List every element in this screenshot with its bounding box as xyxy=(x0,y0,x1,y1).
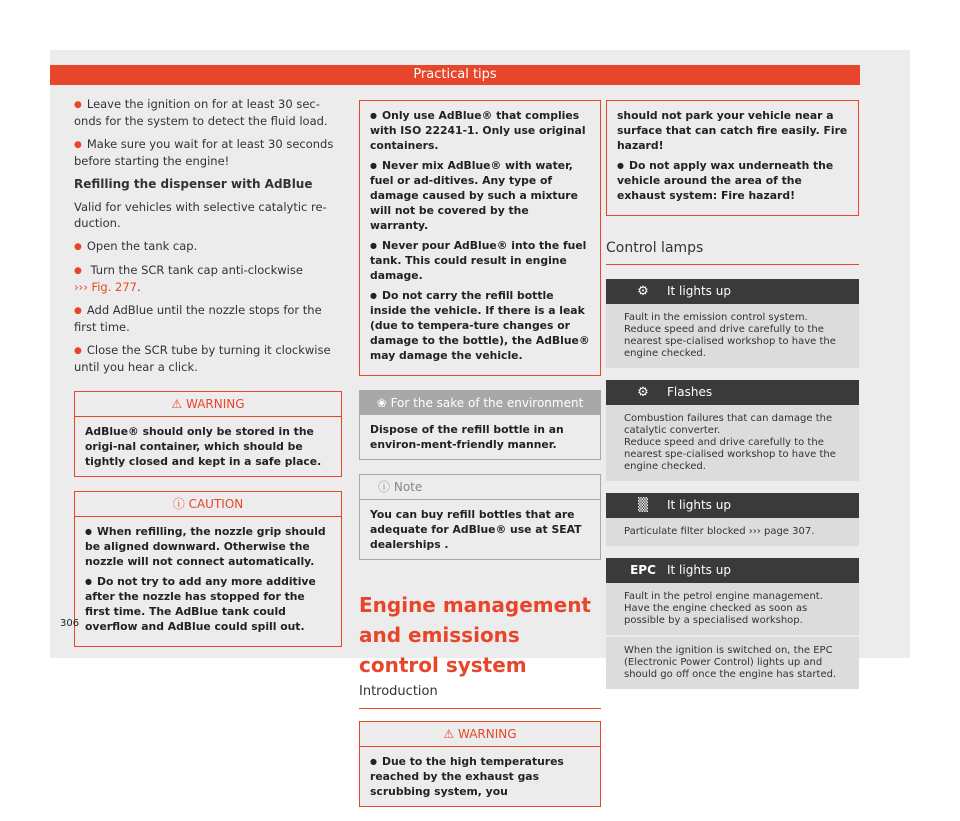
list-item: ● Add AdBlue until the nozzle stops for the first time. xyxy=(74,302,342,335)
environment-box xyxy=(359,390,601,460)
control-lamps-heading: Control lamps xyxy=(606,230,859,265)
list-item: ● Do not carry the refill bottle inside the vehicle. If there is a leak (due to tempera-ture changes or damage to the bottle), the AdBlue® may damage the vehicle. xyxy=(370,288,590,363)
warning-text: AdBlue® should only be stored in the origi-nal container, which should be tightly closed and kept in a safe place. xyxy=(85,425,322,468)
engine-icon: ⚙ xyxy=(637,385,649,400)
environment-title: For the sake of the environment xyxy=(390,396,584,410)
environment-header xyxy=(360,391,600,415)
warning-header xyxy=(360,722,600,747)
lamp-label: It lights up xyxy=(667,498,731,512)
list-item: ● Do not try to add any more additive after the nozzle has stopped for the first time. The AdBlue tank could overflow and AdBlue could spill out. xyxy=(85,574,331,634)
environment-icon: ❀ xyxy=(376,396,387,410)
list-item: ● Only use AdBlue® that complies with ISO 22241-1. Only use original containers. xyxy=(370,108,590,153)
list-item: ● Close the SCR tube by turning it clockwise until you hear a click. xyxy=(74,342,342,375)
caution-box xyxy=(74,491,342,647)
list-item: ● Leave the ignition on for at least 30 sec-onds for the system to detect the fluid load. xyxy=(74,96,342,129)
lamp-description: Particulate filter blocked ››› page 307. xyxy=(606,518,859,546)
warning-continued-box xyxy=(359,100,601,376)
warning-box xyxy=(359,721,601,807)
list-item: ● Make sure you wait for at least 30 seconds before starting the engine! xyxy=(74,136,342,169)
warning-box xyxy=(74,391,342,477)
column-2 xyxy=(359,96,601,821)
lamp-description: Fault in the emission control system. Reduce speed and drive carefully to the nearest spe-cialised workshop to have the engine checked. xyxy=(606,304,859,368)
epc-note: When the ignition is switched on, the EPC (Electronic Power Control) lights up and should go off once the engine has started. xyxy=(606,637,859,689)
engine-icon: ⚙ xyxy=(637,284,649,299)
figure-link[interactable]: ››› Fig. 277 xyxy=(74,280,137,294)
lamp-header xyxy=(606,279,859,304)
lamp-label: It lights up xyxy=(667,563,731,577)
column-3 xyxy=(606,96,859,689)
lamp-description: Fault in the petrol engine management. Have the engine checked as soon as possible by a specialised workshop. xyxy=(606,583,859,635)
note-title: Note xyxy=(393,480,423,494)
lamp-header xyxy=(606,558,859,583)
list-item: ● Open the tank cap. xyxy=(74,238,342,255)
lamp-header xyxy=(606,493,859,518)
caution-icon: ⓘ xyxy=(172,497,185,511)
subheading: Refilling the dispenser with AdBlue xyxy=(74,177,313,191)
environment-text: Dispose of the refill bottle in an environ-ment-friendly manner. xyxy=(370,423,564,451)
caution-title: CAUTION xyxy=(188,497,244,511)
warning-title: WARNING xyxy=(186,397,245,411)
caution-header xyxy=(75,492,341,517)
list-item: ● Never pour AdBlue® into the fuel tank. This could result in engine damage. xyxy=(370,238,590,283)
warning-continued-box xyxy=(606,100,859,216)
valid-text: Valid for vehicles with selective catalytic re-duction. xyxy=(74,200,327,230)
introduction-heading: Introduction xyxy=(359,684,601,709)
step-text: Turn the SCR tank cap anti-clockwise xyxy=(90,263,303,277)
warning-title: WARNING xyxy=(458,727,517,741)
lamp-header xyxy=(606,380,859,405)
note-text: You can buy refill bottles that are adequate for AdBlue® use at SEAT dealerships . xyxy=(370,508,582,551)
lamp-label: Flashes xyxy=(667,385,713,399)
particulate-filter-icon: ▒ xyxy=(638,498,648,513)
lamp-label: It lights up xyxy=(667,284,731,298)
page-number: 306 xyxy=(60,618,80,629)
list-item: ● When refilling, the nozzle grip should be aligned downward. Otherwise the nozzle will not connect automatically. xyxy=(85,524,331,569)
list-item: ● Turn the SCR tank cap anti-clockwise ››› Fig. 277. xyxy=(74,262,342,295)
page-header: Practical tips xyxy=(50,65,860,85)
list-item: ● Do not apply wax underneath the vehicle around the area of the exhaust system: Fire hazard! xyxy=(617,158,848,203)
list-item: ● Due to the high temperatures reached by the exhaust gas scrubbing system, you xyxy=(370,754,590,799)
note-icon: ⓘ xyxy=(378,480,391,494)
warning-icon: ⚠ xyxy=(443,727,455,741)
warning-icon: ⚠ xyxy=(171,397,183,411)
note-header xyxy=(360,475,600,500)
section-title: Engine management and emissions control system xyxy=(359,593,591,677)
warning-header xyxy=(75,392,341,417)
lamp-description: Combustion failures that can damage the catalytic converter. Reduce speed and drive carefully to the nearest spe-cialised workshop to have the engine checked. xyxy=(606,405,859,481)
epc-icon: EPC xyxy=(630,563,656,577)
note-box xyxy=(359,474,601,560)
warning-continued-text: should not park your vehicle near a surface that can catch fire easily. Fire hazard! xyxy=(617,109,848,152)
column-1 xyxy=(74,96,342,661)
list-item: ● Never mix AdBlue® with water, fuel or ad-ditives. Any type of damage caused by such a mixture will not be covered by the warranty. xyxy=(370,158,590,233)
